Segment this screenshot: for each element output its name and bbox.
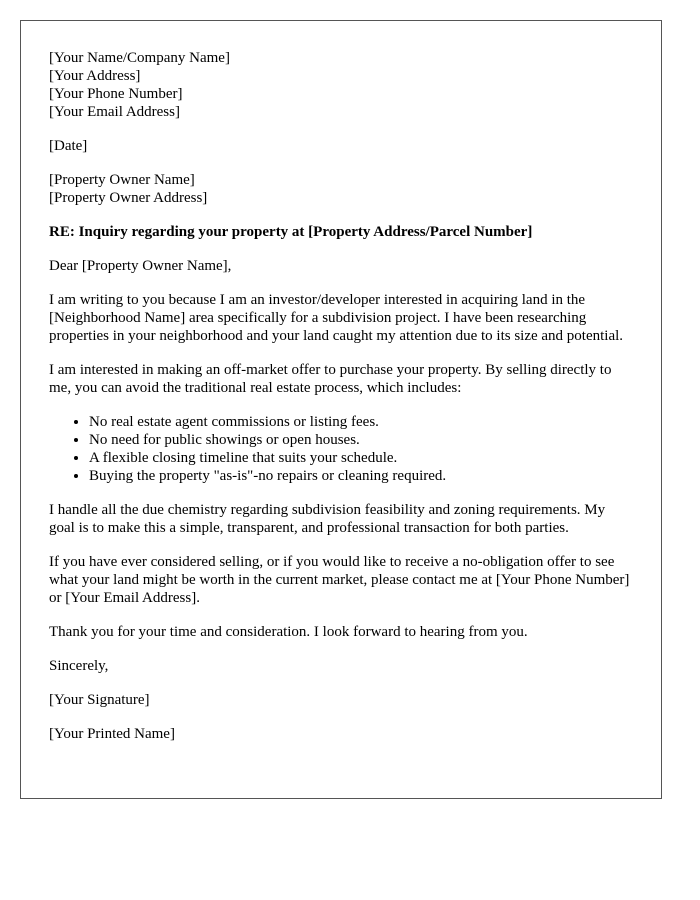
closing: Sincerely, — [49, 658, 109, 674]
recipient-address: [Property Owner Address] — [49, 190, 208, 206]
paragraph-offer: I am interested in making an off-market offer to purchase your property. By selling directly to me, you can avoid the traditional real estate process, which includes: — [49, 362, 612, 396]
recipient-block — [49, 171, 632, 207]
letter — [20, 20, 662, 799]
list-item: • A flexible closing timeline that suits your schedule. — [89, 449, 632, 467]
paragraph-thanks: Thank you for your time and consideration. I look forward to hearing from you. — [49, 624, 528, 640]
benefits-list — [49, 413, 632, 485]
recipient-name: [Property Owner Name] — [49, 172, 195, 188]
printed-name: [Your Printed Name] — [49, 726, 175, 742]
sender-address: [Your Address] — [49, 68, 141, 84]
date: [Date] — [49, 138, 88, 154]
list-item: • No real estate agent commissions or listing fees. — [89, 413, 632, 431]
paragraph-due-diligence: I handle all the due chemistry regarding subdivision feasibility and zoning requirements. My goal is to make this a simple, transparent, and professional transaction for both parties. — [49, 502, 606, 536]
paragraph-intro: I am writing to you because I am an investor/developer interested in acquiring land in the [Neighborhood Name] area specifically for a subdivision project. I have been researching properties in your neighborhood and your land caught my attention due to its size and potential. — [49, 292, 624, 344]
paragraph-contact: If you have ever considered selling, or if you would like to receive a no-obligation offer to see what your land might be worth in the current market, please contact me at [Your Phone Number] or [Your Email Address]. — [49, 554, 630, 606]
list-item: • No need for public showings or open houses. — [89, 431, 632, 449]
list-item: • Buying the property "as-is"-no repairs or cleaning required. — [89, 467, 632, 485]
sender-email: [Your Email Address] — [49, 104, 180, 120]
salutation: Dear [Property Owner Name], — [49, 258, 232, 274]
signature: [Your Signature] — [49, 692, 150, 708]
sender-block — [49, 49, 632, 121]
sender-phone: [Your Phone Number] — [49, 86, 183, 102]
sender-name: [Your Name/Company Name] — [49, 50, 230, 66]
subject-line: RE: Inquiry regarding your property at [Property Address/Parcel Number] — [49, 224, 533, 240]
